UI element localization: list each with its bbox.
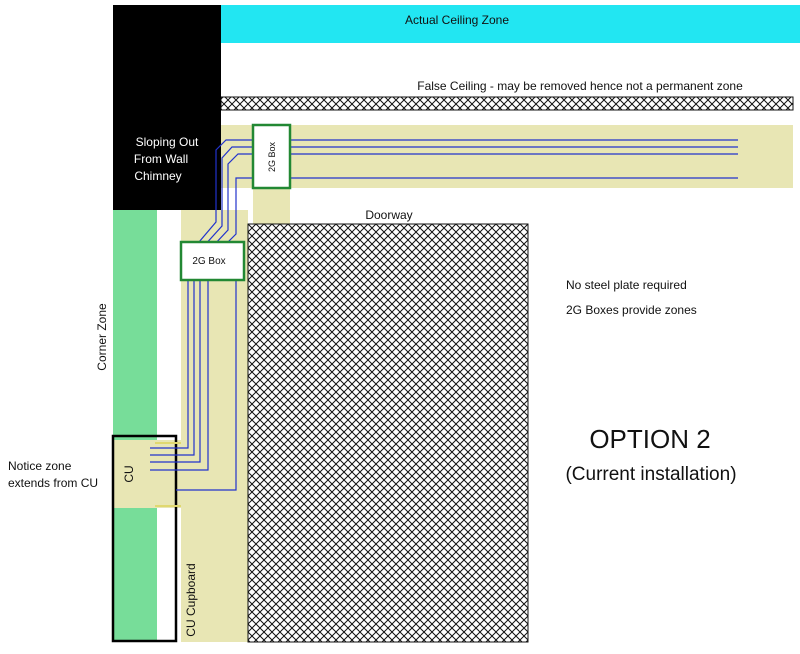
note-line2: 2G Boxes provide zones bbox=[566, 303, 697, 317]
option-title: OPTION 2 bbox=[589, 424, 711, 454]
actual-ceiling-zone bbox=[220, 5, 800, 43]
corner-zone-label: Corner Zone bbox=[95, 303, 109, 371]
doorway-hatch bbox=[248, 224, 528, 642]
doorway-label: Doorway bbox=[365, 208, 413, 222]
false-ceiling-strip bbox=[221, 97, 793, 110]
cu-label: CU bbox=[122, 465, 136, 483]
notice-line1: Notice zone bbox=[8, 459, 72, 473]
actual-ceiling-zone-label: Actual Ceiling Zone bbox=[404, 13, 510, 27]
chimney-label-line1: Sloping Out bbox=[135, 135, 199, 149]
upper-box-label: 2G Box bbox=[267, 141, 277, 173]
lower-box-label: 2G Box bbox=[192, 256, 226, 267]
chimney-label-line2: From Wall bbox=[133, 152, 189, 166]
note-line1: No steel plate required bbox=[566, 278, 687, 292]
upper-vertical-zone bbox=[253, 188, 290, 226]
option-subtitle: (Current installation) bbox=[565, 464, 737, 485]
corner-zone bbox=[113, 210, 157, 642]
cu-cupboard-label: CU Cupboard bbox=[184, 563, 198, 637]
notice-line2: extends from CU bbox=[8, 476, 99, 490]
chimney-label-line3: Chimney bbox=[134, 169, 182, 183]
false-ceiling-label: False Ceiling - may be removed hence not a permanent zone bbox=[417, 79, 743, 93]
